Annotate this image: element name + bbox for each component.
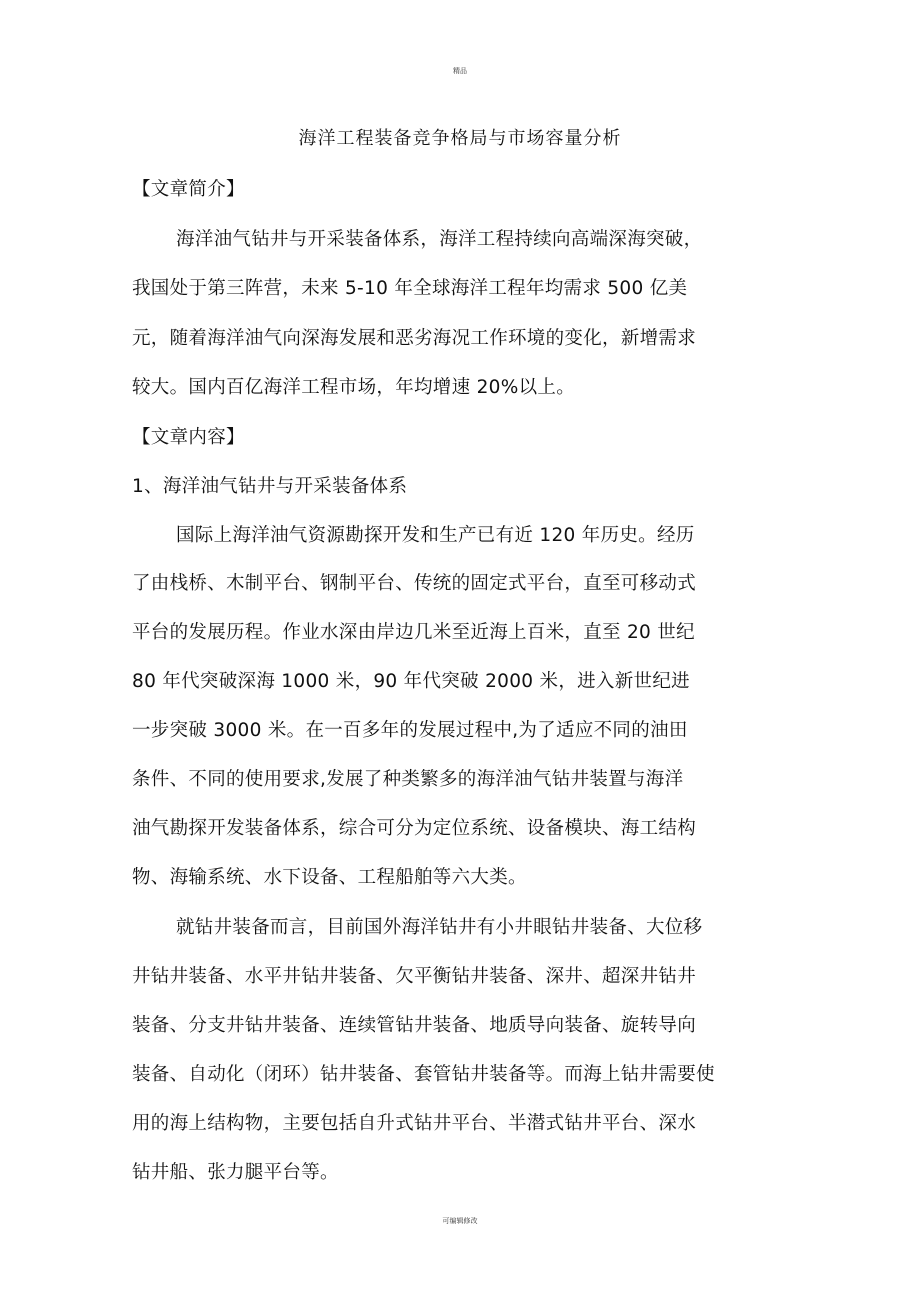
intro-heading: 【文章简介】: [132, 179, 245, 200]
intro-line: 元，随着海洋油气向深海发展和恶劣海况工作环境的变化，新增需求: [132, 328, 697, 349]
section-subheading: 1、海洋油气钻井与开采装备体系: [132, 476, 408, 497]
header-mark: 精品: [453, 67, 467, 75]
paragraph-line: 钻井船、张力腿平台等。: [132, 1162, 339, 1183]
page-title: 海洋工程装备竞争格局与市场容量分析: [298, 128, 622, 149]
paragraph-line: 物、海输系统、水下设备、工程船舶等六大类。: [132, 867, 527, 888]
paragraph-line: 就钻井装备而言，目前国外海洋钻井有小井眼钻井装备、大位移: [176, 917, 703, 938]
paragraph-line: 80 年代突破深海 1000 米，90 年代突破 2000 米，进入新世纪进: [132, 671, 690, 692]
intro-line: 我国处于第三阵营，未来 5-10 年全球海洋工程年均需求 500 亿美: [132, 278, 688, 299]
paragraph-line: 了由栈桥、木制平台、钢制平台、传统的固定式平台，直至可移动式: [132, 573, 697, 594]
paragraph-line: 条件、不同的使用要求,发展了种类繁多的海洋油气钻井装置与海洋: [132, 769, 684, 790]
intro-line: 海洋油气钻井与开采装备体系，海洋工程持续向高端深海突破，: [176, 229, 703, 250]
paragraph-line: 一步突破 3000 米。在一百多年的发展过程中,为了适应不同的油田: [132, 720, 688, 741]
paragraph-line: 平台的发展历程。作业水深由岸边几米至近海上百米，直至 20 世纪: [132, 622, 695, 643]
paragraph-line: 用的海上结构物，主要包括自升式钻井平台、半潜式钻井平台、深水: [132, 1113, 697, 1134]
intro-line: 较大。国内百亿海洋工程市场，年均增速 20%以上。: [132, 377, 576, 398]
paragraph-line: 装备、自动化（闭环）钻井装备、套管钻井装备等。而海上钻井需要使: [132, 1064, 715, 1085]
paragraph-line: 油气勘探开发装备体系，综合可分为定位系统、设备模块、海工结构: [132, 818, 697, 839]
paragraph-line: 井钻井装备、水平井钻井装备、欠平衡钻井装备、深井、超深井钻井: [132, 966, 697, 987]
footer-mark: 可编辑修改: [442, 1217, 478, 1225]
content-heading: 【文章内容】: [132, 427, 245, 448]
paragraph-line: 国际上海洋油气资源勘探开发和生产已有近 120 年历史。经历: [176, 525, 695, 546]
paragraph-line: 装备、分支井钻井装备、连续管钻井装备、地质导向装备、旋转导向: [132, 1015, 697, 1036]
